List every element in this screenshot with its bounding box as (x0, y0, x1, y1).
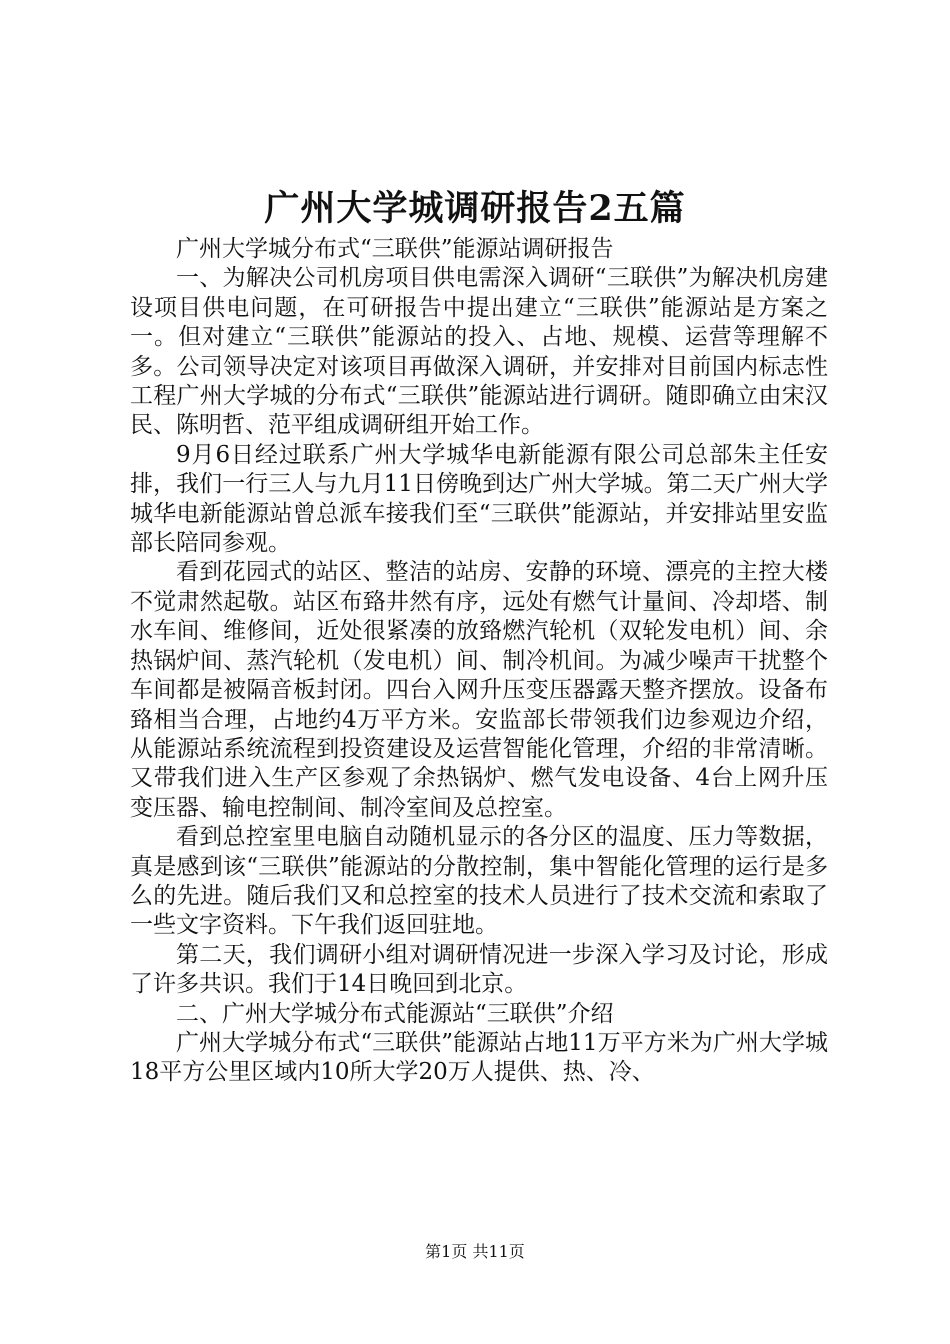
section-heading: 二、广州大学城分布式能源站“三联供”介绍 (176, 1000, 614, 1027)
page-number-footer: 第1页 共11页 (425, 1242, 525, 1261)
paragraph-subtitle: 广州大学城分布式“三联供”能源站调研报告 (176, 236, 614, 262)
paragraph: 第二天，我们调研小组对调研情况进一步深入学习及讨论，形成了许多共识。我们于14日晚回到北京。 (130, 941, 828, 998)
paragraph: 9月6日经过联系广州大学城华电新能源有限公司总部朱主任安排，我们一行三人与九月11日傍晚到达广州大学城。第二天广州大学城华电新能源站曾总派车接我们至“三联供”能源站，并安排站里安监部长陪同参观。 (130, 441, 828, 557)
document-title: 广州大学城调研报告2五篇 (264, 188, 686, 229)
paragraph: 看到花园式的站区、整洁的站房、安静的环境、漂亮的主控大楼不觉肃然起敬。站区布臵井然有序，远处有燃气计量间、冷却塔、制水车间、维修间，近处很紧凑的放臵燃汽轮机（双轮发电机）间、余热锅炉间、蒸汽轮机（发电机）间、制冷机间。为减少噪声干扰整个车间都是被隔音板封闭。四台入网升压变压器露天整齐摆放。设备布臵相当合理，占地约4万平方米。安监部长带领我们边参观边介绍，从能源站系统流程到投资建设及运营智能化管理，介绍的非常清晰。又带我们进入生产区参观了余热锅炉、燃气发电设备、4台上网升压变压器、输电控制间、制冷室间及总控室。 (130, 559, 828, 821)
document-body (130, 235, 828, 1088)
paragraph: 一、为解决公司机房项目供电需深入调研“三联供”为解决机房建设项目供电问题，在可研报告中提出建立“三联供”能源站是方案之一。但对建立“三联供”能源站的投入、占地、规模、运营等理解不多。公司领导决定对该项目再做深入调研，并安排对目前国内标志性工程广州大学城的分布式“三联供”能源站进行调研。随即确立由宋汉民、陈明哲、范平组成调研组开始工作。 (130, 265, 828, 439)
paragraph: 看到总控室里电脑自动随机显示的各分区的温度、压力等数据，真是感到该“三联供”能源站的分散控制，集中智能化管理的运行是多么的先进。随后我们又和总控室的技术人员进行了技术交流和索取了一些文字资料。下午我们返回驻地。 (130, 824, 828, 939)
paragraph: 广州大学城分布式“三联供”能源站占地11万平方米为广州大学城18平方公里区域内10所大学20万人提供、热、冷、 (130, 1029, 828, 1086)
